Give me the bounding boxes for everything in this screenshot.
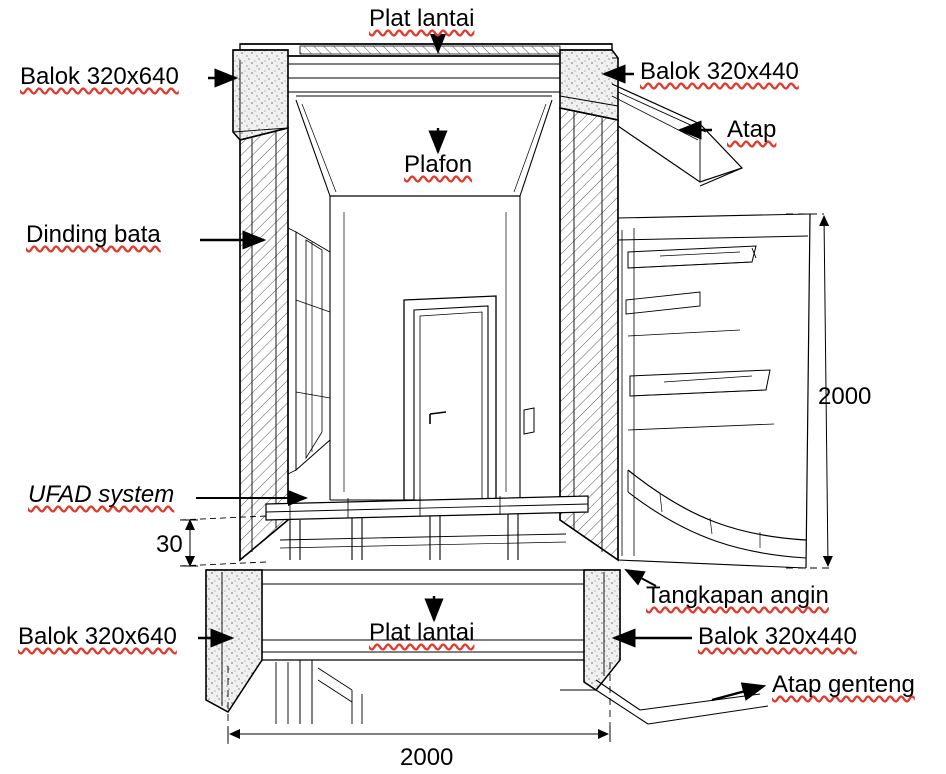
label-atap: Atap [727, 116, 777, 143]
dimension-height-right: 2000 [818, 383, 872, 410]
dimension-plenum-height: 30 [156, 531, 183, 558]
label-atap-genteng: Atap genteng [772, 671, 915, 698]
label-plat-lantai-top: Plat lantai [369, 5, 475, 32]
dimension-width-bottom: 2000 [400, 744, 454, 771]
label-balok-320x440-bottom: Balok 320x440 [698, 623, 857, 650]
label-tangkapan-angin: Tangkapan angin [646, 582, 829, 609]
label-balok-320x640-bottom: Balok 320x640 [18, 623, 177, 650]
label-plafon: Plafon [404, 151, 473, 178]
label-dinding-bata: Dinding bata [26, 221, 161, 248]
label-balok-320x640-top: Balok 320x640 [20, 63, 179, 90]
label-plat-lantai-bottom: Plat lantai [369, 619, 475, 646]
label-balok-320x440-top: Balok 320x440 [640, 58, 799, 85]
label-ufad-system: UFAD system [28, 481, 175, 508]
